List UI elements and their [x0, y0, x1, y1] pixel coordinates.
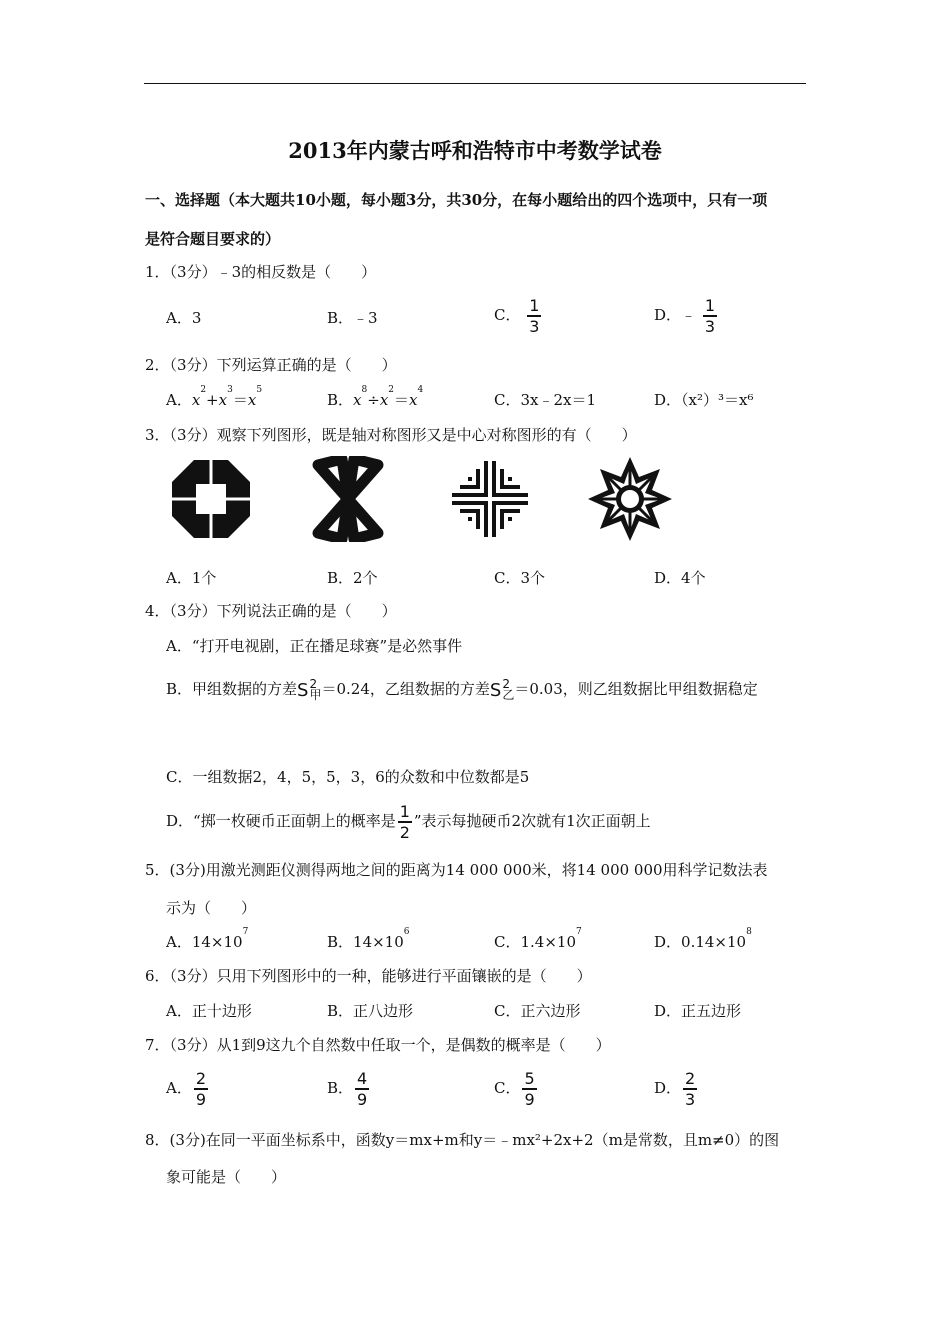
- q5-option-c-exp: 7: [576, 927, 582, 937]
- q5-stem-line1: 5．(3分)用激光测距仪测得两地之间的距离为14 000 000米，将14 000 000用科学记数法表: [145, 861, 768, 879]
- q3-option-b: B．2个: [327, 569, 378, 587]
- q7-a-denominator: 9: [195, 1089, 207, 1109]
- q7-d-denominator: 3: [685, 1089, 696, 1109]
- variance-exponent: 2: [502, 677, 510, 691]
- cross-lines-icon: [452, 461, 528, 537]
- q4-option-b-mid: ＝0.24，乙组数据的方差: [321, 680, 490, 698]
- q5-option-a-exp: 7: [242, 927, 249, 937]
- q6-option-b: B．正八边形: [327, 1002, 414, 1020]
- q2-option-d: D．（x²）³＝x⁶: [654, 391, 754, 409]
- q7-option-d-fraction: [683, 1070, 697, 1108]
- four-petal-clover-icon: [318, 459, 378, 539]
- eight-point-star-icon: [588, 457, 672, 541]
- q6-option-c: C．正六边形: [494, 1002, 581, 1020]
- q7-option-c-label: C．: [494, 1078, 521, 1097]
- q7-option-a: [166, 1070, 210, 1108]
- q2-option-c: C．3x﹣2x＝1: [494, 391, 597, 409]
- q7-option-b: [327, 1070, 371, 1108]
- q7-option-d: [654, 1070, 699, 1108]
- q1-option-c: [494, 297, 543, 335]
- q4-option-c: C．一组数据2，4，5，5，3，6的众数和中位数都是5: [166, 768, 530, 786]
- q1-option-a: A．3: [166, 309, 202, 327]
- q2-option-a-label: A．: [166, 391, 192, 409]
- q4-d-denominator: 2: [399, 822, 410, 842]
- q1-option-d-label: D．﹣: [654, 305, 697, 324]
- header-rule: [144, 83, 806, 84]
- q1-option-d: [654, 297, 719, 335]
- variance-subscript-yi: 乙: [502, 688, 515, 702]
- section-heading-line2: 是符合题目要求的）: [145, 230, 281, 248]
- q7-option-a-label: A．: [166, 1078, 192, 1097]
- q3-option-d: D．4个: [654, 569, 706, 587]
- q7-option-a-fraction: [194, 1070, 208, 1108]
- q8-stem-line2: 象可能是（ ）: [166, 1168, 287, 1186]
- variance-letter: S: [489, 679, 502, 701]
- q7-b-denominator: 9: [357, 1089, 368, 1109]
- q3-figures: [166, 456, 676, 542]
- q4-option-d-post: ”表示每抛硬币2次就有1次正面朝上: [413, 811, 651, 830]
- q3-stem: 3．（3分）观察下列图形，既是轴对称图形又是中心对称图形的有（ ）: [145, 426, 637, 444]
- variance-letter: S: [297, 679, 309, 701]
- q5-option-d-exp: 8: [746, 927, 752, 937]
- q5-option-c: [494, 927, 582, 952]
- q4-option-b-pre: B．甲组数据的方差: [166, 680, 298, 698]
- q7-c-numerator: 5: [524, 1069, 535, 1088]
- variance-subscript-jia: 甲: [309, 688, 322, 702]
- q8-stem-line1: 8．(3分)在同一平面坐标系中，函数y＝mx+m和y＝﹣mx²+2x+2（m是常数，且m≠0）的图: [145, 1131, 780, 1149]
- q5-option-b-text: B．14×10: [327, 933, 404, 951]
- q5-stem-line2: 示为（ ）: [166, 899, 257, 917]
- q3-option-c: C．3个: [494, 569, 546, 587]
- variance-jia: [297, 679, 321, 701]
- q5-option-c-text: C．1.4×10: [494, 933, 576, 951]
- q2-option-b-expr: $x^8\div x^2=x^4$: [353, 385, 424, 409]
- q1-option-c-fraction: [527, 297, 541, 335]
- page-title: 2013年内蒙古呼和浩特市中考数学试卷: [288, 138, 662, 163]
- q4-option-d: [166, 803, 651, 841]
- q2-option-a: [166, 385, 263, 410]
- variance-yi: [490, 679, 514, 701]
- q4-d-numerator: 1: [399, 802, 410, 821]
- q7-option-b-label: B．: [327, 1078, 354, 1097]
- q2-stem: 2．（3分）下列运算正确的是（ ）: [145, 356, 397, 374]
- q7-option-c: [494, 1070, 539, 1108]
- q4-option-b-post: ＝0.03，则乙组数据比甲组数据稳定: [514, 680, 758, 698]
- q1-c-denominator: 3: [529, 316, 540, 336]
- q6-stem: 6．（3分）只用下列图形中的一种，能够进行平面镶嵌的是（ ）: [145, 967, 592, 985]
- q1-c-numerator: 1: [529, 296, 540, 315]
- q1-stem: 1．（3分）﹣3的相反数是（ ）: [145, 263, 377, 281]
- q7-option-b-fraction: [355, 1070, 369, 1108]
- q7-b-numerator: 4: [357, 1069, 368, 1088]
- square-swirl-icon: [172, 460, 250, 538]
- q1-option-c-label: C．: [494, 305, 521, 324]
- q2-option-b-label: B．: [327, 391, 354, 409]
- q4-stem: 4．（3分）下列说法正确的是（ ）: [145, 602, 397, 620]
- q7-a-numerator: 2: [195, 1069, 207, 1088]
- variance-exponent: 2: [309, 677, 318, 691]
- q7-c-denominator: 9: [524, 1089, 535, 1109]
- q5-option-b-exp: 6: [403, 927, 410, 937]
- q5-option-a-text: A．14×10: [166, 933, 243, 951]
- q5-option-b: [327, 927, 410, 952]
- q7-option-d-label: D．: [654, 1078, 682, 1097]
- q4-option-a: A．“打开电视剧，正在播足球赛”是必然事件: [166, 637, 463, 655]
- q5-option-d: [654, 927, 752, 952]
- q1-option-d-fraction: [703, 297, 717, 335]
- q6-option-a: A．正十边形: [166, 1002, 252, 1020]
- q4-option-d-fraction: [398, 803, 412, 841]
- q7-option-c-fraction: [522, 1070, 536, 1108]
- q1-d-numerator: 1: [704, 296, 715, 315]
- q6-option-d: D．正五边形: [654, 1002, 742, 1020]
- q1-option-b: B．﹣3: [327, 309, 378, 327]
- q4-option-b: [166, 678, 758, 701]
- q5-option-a: [166, 927, 249, 952]
- q1-d-denominator: 3: [704, 316, 715, 336]
- section-heading-line1: 一、选择题（本大题共10小题，每小题3分，共30分，在每小题给出的四个选项中，只有一项: [145, 191, 768, 209]
- q5-option-d-text: D．0.14×10: [654, 933, 747, 951]
- q7-d-numerator: 2: [685, 1069, 696, 1088]
- q2-option-b: [327, 385, 424, 410]
- q4-option-d-pre: D．“掷一枚硬币正面朝上的概率是: [166, 811, 396, 830]
- q3-option-a: A．1个: [166, 569, 217, 587]
- q2-option-a-expr: $x^2+x^3=x^5$: [191, 385, 263, 409]
- q7-stem: 7．（3分）从1到9这九个自然数中任取一个，是偶数的概率是（ ）: [145, 1036, 611, 1054]
